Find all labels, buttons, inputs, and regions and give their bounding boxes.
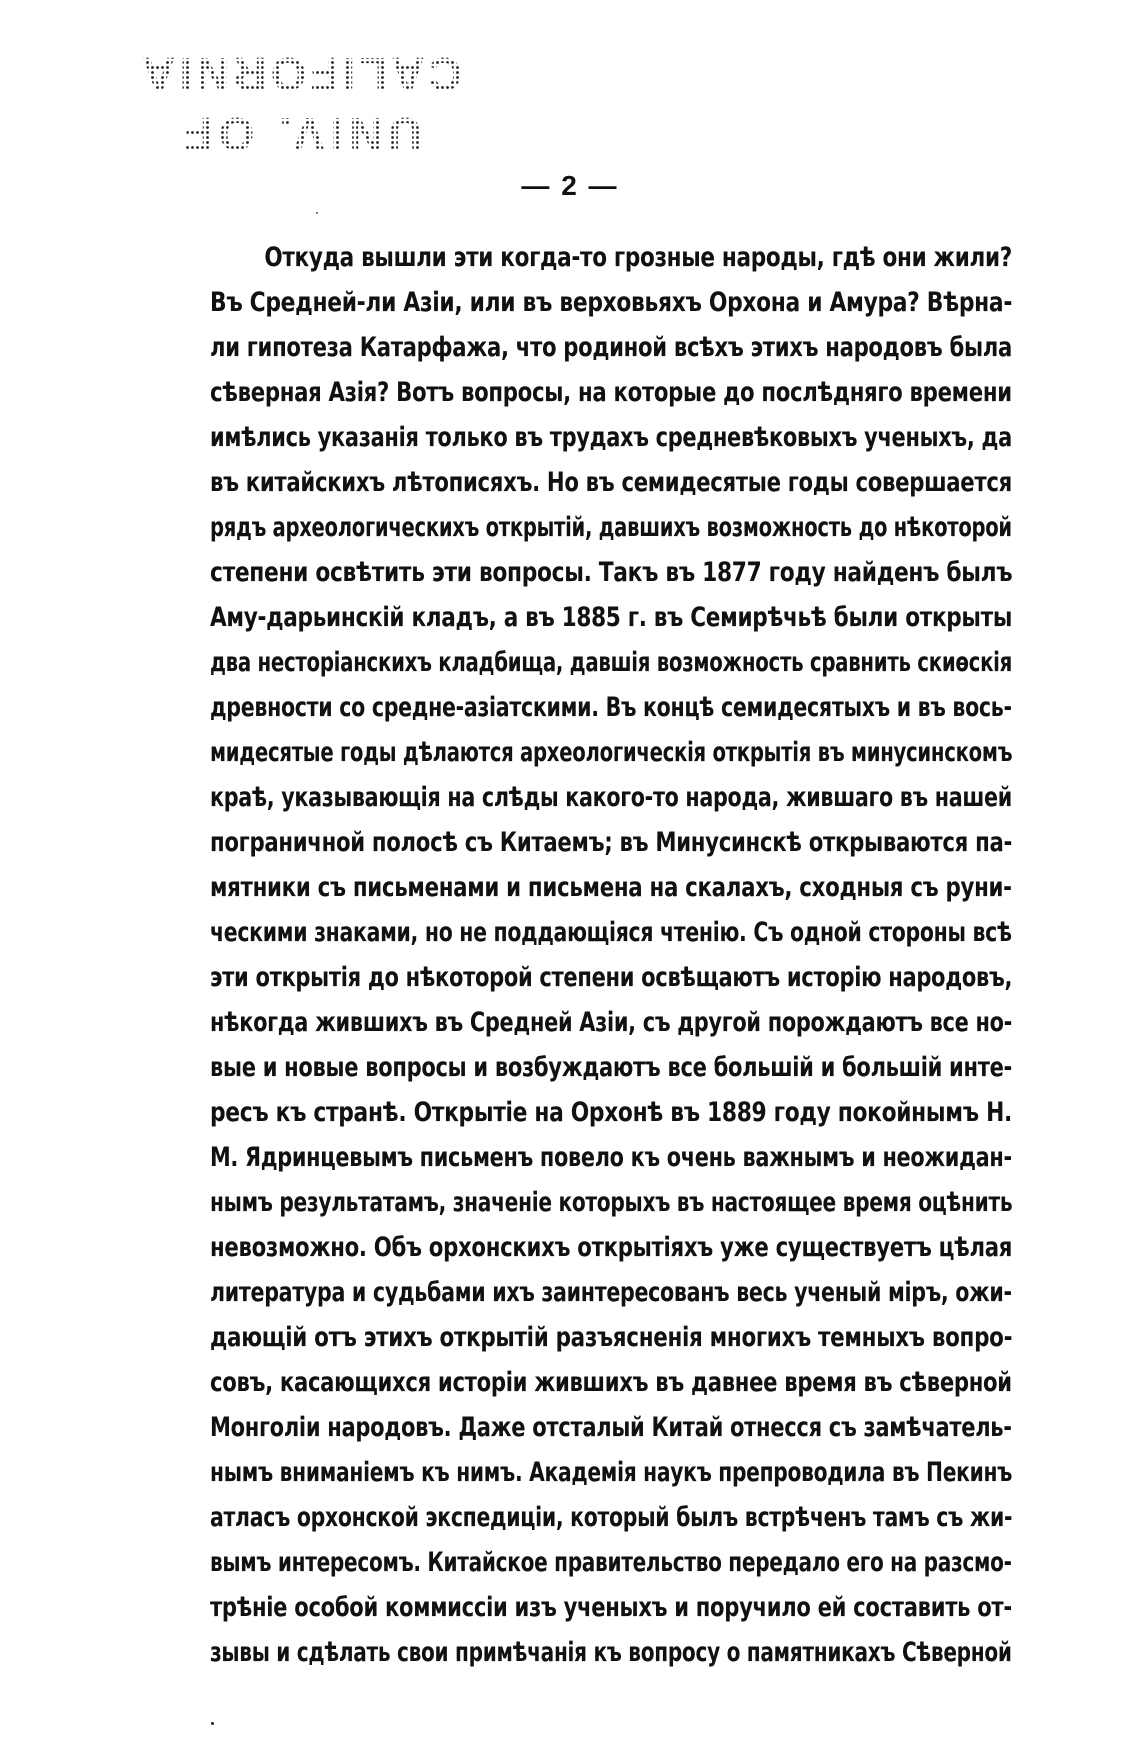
text-line: мятники съ письменами и письмена на скалахъ, сходныя съ руни- xyxy=(210,872,1012,903)
text-line: ли гипотеза Катарфажа, что родиной всѣхъ этихъ народовъ была xyxy=(210,332,1012,363)
text-line: М. Ядринцевымъ письменъ повело къ очень важнымъ и неожидан- xyxy=(210,1142,1012,1173)
text-line: мидесятые годы дѣлаются археологическія открытія въ минусинскомъ xyxy=(210,737,1013,768)
text-line: нѣкогда жившихъ въ Средней Азіи, съ другой порождаютъ все но- xyxy=(210,1007,1013,1038)
text-line: невозможно. Объ орхонскихъ открытіяхъ уже существуетъ цѣлая xyxy=(210,1232,1013,1263)
text-line: ресъ къ странѣ. Открытіе на Орхонѣ въ 1889 году покойнымъ Н. xyxy=(210,1097,1012,1128)
text-line: трѣніе особой коммиссіи изъ ученыхъ и поручило ей составить от- xyxy=(210,1592,1012,1623)
text-line: имѣлись указанія только въ трудахъ средневѣковыхъ ученыхъ, да xyxy=(210,422,1012,453)
text-line: Въ Средней-ли Азіи, или въ верховьяхъ Орхона и Амура? Вѣрна- xyxy=(210,287,1013,318)
text-line: вые и новые вопросы и возбуждаютъ все большій и большій инте- xyxy=(210,1052,1012,1083)
stamp-line-2: CALIFORNIA xyxy=(138,48,462,100)
text-line: Монголіи народовъ. Даже отсталый Китай отнесся съ замѣчатель- xyxy=(210,1412,1012,1443)
text-line: въ китайскихъ лѣтописяхъ. Но въ семидесятые годы совершается xyxy=(210,467,1012,498)
text-line: древности со средне-азіатскими. Въ концѣ семидесятыхъ и въ вось- xyxy=(210,692,1012,723)
text-line: зывы и сдѣлать свои примѣчанія къ вопросу о памятникахъ Сѣверной xyxy=(210,1637,1012,1668)
text-line: вымъ интересомъ. Китайское правительство передало его на разсмо- xyxy=(210,1547,1012,1578)
text-line: дающій отъ этихъ открытій разъясненія многихъ темныхъ вопро- xyxy=(210,1322,1013,1353)
text-line: степени освѣтить эти вопросы. Такъ въ 1877 году найденъ былъ xyxy=(210,557,1013,588)
text-line: нымъ вниманіемъ къ нимъ. Академія наукъ препроводила въ Пекинъ xyxy=(210,1457,1013,1488)
text-line: сѣверная Азія? Вотъ вопросы, на которые до послѣдняго времени xyxy=(210,377,1012,408)
body-paragraph xyxy=(210,235,1012,1675)
text-line: краѣ, указывающія на слѣды какого-то народа, жившаго въ нашей xyxy=(210,782,1012,813)
text-line: Откуда вышли эти когда-то грозные народы, гдѣ они жили? xyxy=(264,242,1012,273)
speck-mark xyxy=(316,212,318,214)
page-number: — 2 — xyxy=(521,170,619,201)
text-line: эти открытія до нѣкоторой степени освѣщаютъ исторію народовъ, xyxy=(210,962,1013,993)
text-line: рядъ археологическихъ открытій, давшихъ возможность до нѣкоторой xyxy=(210,512,1012,543)
text-line: ческими знаками, но не поддающіяся чтенію. Съ одной стороны всѣ xyxy=(210,917,1012,948)
stamp-line-1: UNIV. OF xyxy=(178,108,422,160)
stamp-graphic xyxy=(120,40,480,170)
speck-mark xyxy=(211,1722,214,1725)
text-line: два несторіанскихъ кладбища, давшія возможность сравнить скиѳскія xyxy=(210,647,1013,678)
library-perforated-stamp xyxy=(120,40,480,170)
text-line: Аму-дарьинскій кладъ, а въ 1885 г. въ Семирѣчьѣ были открыты xyxy=(210,602,1013,633)
text-line: литература и судьбами ихъ заинтересованъ весь ученый міръ, ожи- xyxy=(210,1277,1012,1308)
text-line: пограничной полосѣ съ Китаемъ; въ Минусинскѣ открываются па- xyxy=(210,827,1012,858)
text-line: атласъ орхонской экспедиціи, который былъ встрѣченъ тамъ съ жи- xyxy=(210,1502,1013,1533)
text-line: нымъ результатамъ, значеніе которыхъ въ настоящее время оцѣнить xyxy=(210,1187,1013,1218)
text-line: совъ, касающихся исторіи жившихъ въ давнее время въ сѣверной xyxy=(210,1367,1012,1398)
